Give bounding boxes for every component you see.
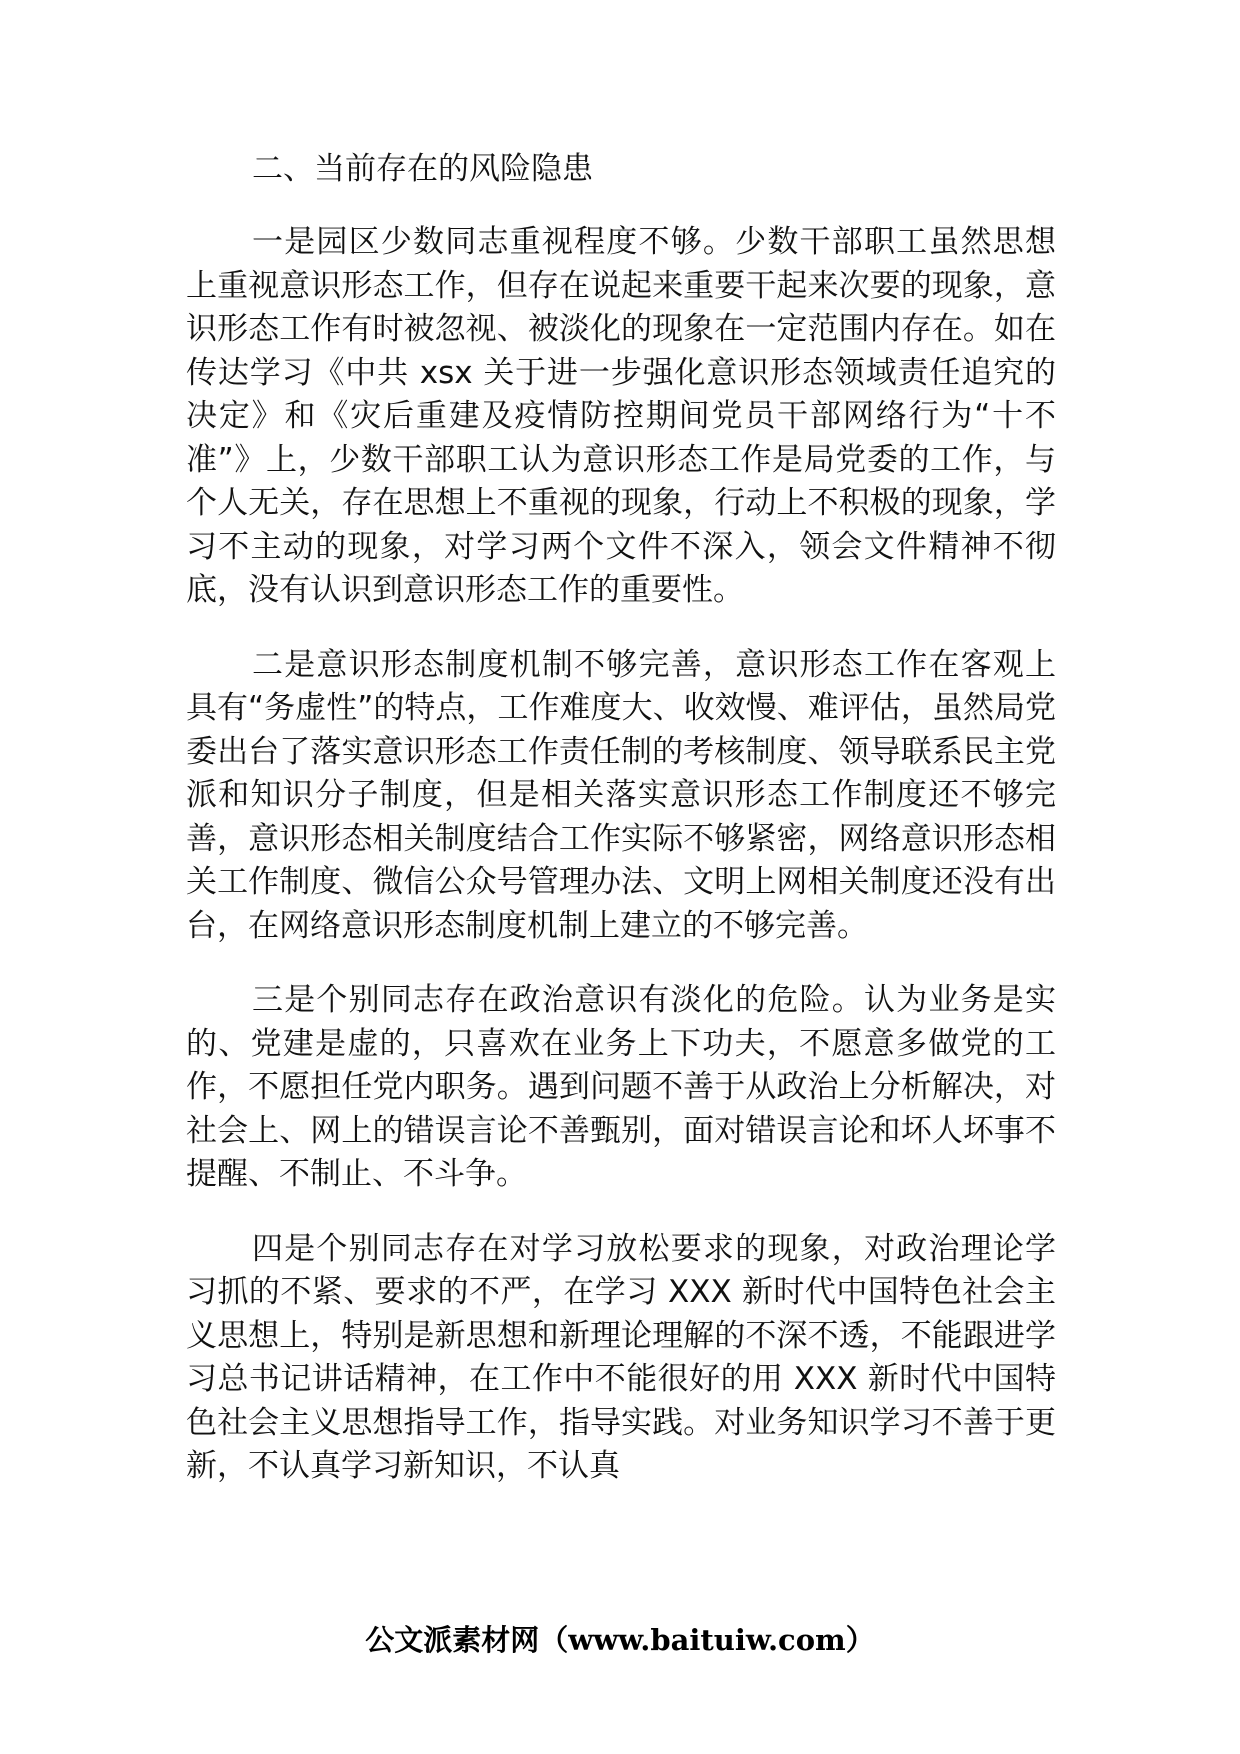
paragraph-1: 一是园区少数同志重视程度不够。少数干部职工虽然思想上重视意识形态工作，但存在说起来重要干起来次要的现象，意识形态工作有时被忽视、被淡化的现象在一定范围内存在。如在传达学习《中共 xsx 关于进一步强化意识形态领域责任追究的决定》和《灾后重建及疫情防控期间党员干部网络行为“十不准”》上，少数干部职工认为意识形态工作是局党委的工作，与个人无关，存在思想上不重视的现象，行动上不积极的现象，学习不主动的现象，对学习两个文件不深入，领会文件精神不彻底，没有认识到意识形态工作的重要性。 xyxy=(186,224,1056,608)
footer-watermark-text: 公文派素材网（www.baituiw.com） xyxy=(365,1623,875,1657)
paragraph-3: 三是个别同志存在政治意识有淡化的危险。认为业务是实的、党建是虚的，只喜欢在业务上下功夫，不愿意多做党的工作，不愿担任党内职务。遇到问题不善于从政治上分析解决，对社会上、网上的错误言论不善甄别，面对错误言论和坏人坏事不提醒、不制止、不斗争。 xyxy=(186,982,1056,1192)
section-heading: 二、当前存在的风险隐患 xyxy=(252,151,593,187)
paragraph-2: 二是意识形态制度机制不够完善，意识形态工作在客观上具有“务虚性”的特点，工作难度大、收效慢、难评估，虽然局党委出台了落实意识形态工作责任制的考核制度、领导联系民主党派和知识分子制度，但是相关落实意识形态工作制度还不够完善，意识形态相关制度结合工作实际不够紧密，网络意识形态相关工作制度、微信公众号管理办法、文明上网相关制度还没有出台，在网络意识形态制度机制上建立的不够完善。 xyxy=(186,646,1056,944)
paragraph-4: 四是个别同志存在对学习放松要求的现象，对政治理论学习抓的不紧、要求的不严，在学习 XXX 新时代中国特色社会主义思想上，特别是新思想和新理论理解的不深不透，不能跟进学习总书记讲话精神，在工作中不能很好的用 XXX 新时代中国特色社会主义思想指导工作，指导实践。对业务知识学习不善于更新，不认真学习新知识，不认真 xyxy=(186,1230,1056,1484)
document-body xyxy=(186,148,1056,1520)
